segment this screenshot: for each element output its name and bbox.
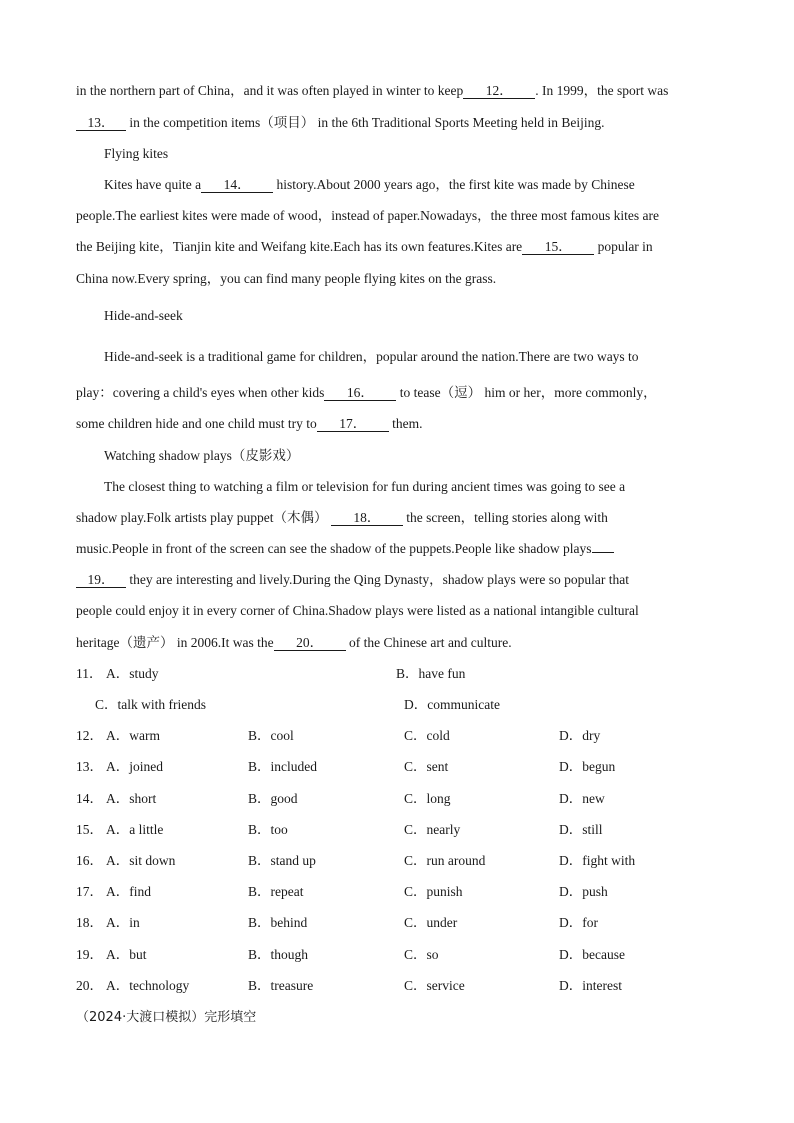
option-c[interactable]: C．punish [404, 884, 463, 899]
passage-line [76, 509, 726, 527]
question-row [76, 852, 726, 870]
question-11-row-2 [76, 696, 726, 714]
passage-line [76, 634, 726, 652]
answer-blank-17[interactable]: 17． [317, 416, 389, 432]
option-a[interactable]: A．find [106, 884, 151, 899]
passage-line: China now.Every spring，you can find many people flying kites on the grass. [76, 271, 497, 286]
passage-text: to tease（逗） him or her，more commonly， [399, 385, 657, 400]
passage-text: in the competition items（项目） in the 6th Traditional Sports Meeting held in Beijing. [129, 115, 605, 130]
answer-blank-19[interactable]: 19． [76, 572, 126, 588]
option-b[interactable]: B．stand up [248, 853, 316, 868]
option-c[interactable]: C．under [404, 915, 458, 930]
question-row [76, 821, 726, 839]
option-a[interactable]: A．warm [106, 728, 160, 743]
section-heading-shadow-plays: Watching shadow plays（皮影戏） [104, 448, 300, 463]
question-number: 19． [76, 947, 103, 962]
option-c[interactable]: C．talk with friends [95, 697, 206, 712]
passage-text: shadow play.Folk artists play puppet（木偶） [76, 510, 328, 525]
answer-blank-20[interactable]: 20． [274, 635, 346, 651]
passage-text: popular in [597, 239, 653, 254]
option-b[interactable]: B．though [248, 947, 309, 962]
answer-blank-18[interactable]: 18． [331, 510, 403, 526]
passage-text: heritage（遗产） in 2006.It was the [76, 635, 274, 650]
option-c[interactable]: C．long [404, 791, 451, 806]
option-d[interactable]: D．dry [559, 728, 601, 743]
option-d[interactable]: D．communicate [404, 697, 500, 712]
option-a[interactable]: A．technology [106, 978, 190, 993]
passage-text: . In 1999，the sport was [535, 83, 669, 98]
option-b[interactable]: B．repeat [248, 884, 304, 899]
question-number: 18． [76, 915, 103, 930]
answer-blank-14[interactable]: 14． [201, 177, 273, 193]
option-b[interactable]: B．good [248, 791, 298, 806]
passage-line [76, 114, 726, 132]
question-number: 11． [76, 666, 103, 681]
option-a[interactable]: A．joined [106, 759, 163, 774]
section-source-label: （2024·大渡口模拟）完形填空 [76, 1010, 257, 1025]
question-number: 20． [76, 978, 103, 993]
option-c[interactable]: C．sent [404, 759, 449, 774]
passage-text: they are interesting and lively.During the Qing Dynasty，shadow plays were so popular that [129, 572, 630, 587]
passage-line: people.The earliest kites were made of wood，instead of paper.Nowadays，the three most famous kites are [76, 208, 659, 223]
passage-text: in the northern part of China，and it was often played in winter to keep [76, 83, 464, 98]
passage-text: the screen，telling stories along with [406, 510, 608, 525]
passage-text: them. [392, 416, 423, 431]
answer-blank-12[interactable]: 12． [463, 83, 535, 99]
question-row [76, 914, 726, 932]
question-number: 15． [76, 822, 103, 837]
section-heading-hide-and-seek: Hide-and-seek [104, 308, 183, 323]
option-b[interactable]: B．too [248, 822, 288, 837]
question-number: 16． [76, 853, 103, 868]
passage-line: Hide-and-seek is a traditional game for children，popular around the nation.There are two ways to [104, 349, 639, 364]
question-row [76, 790, 726, 808]
option-d[interactable]: D．for [559, 915, 598, 930]
passage-text: history.About 2000 years ago，the first kite was made by Chinese [276, 177, 635, 192]
question-11 [76, 665, 726, 683]
passage-line [104, 176, 754, 194]
option-c[interactable]: C．cold [404, 728, 450, 743]
passage-line [76, 82, 726, 100]
option-a[interactable]: A．sit down [106, 853, 176, 868]
passage-text: music.People in front of the screen can see the shadow of the puppets.People like shadow plays [76, 541, 592, 556]
option-c[interactable]: C．so [404, 947, 439, 962]
question-row [76, 727, 726, 745]
passage-line: people could enjoy it in every corner of China.Shadow plays were listed as a national intangible cultural [76, 603, 639, 618]
option-b[interactable]: B．behind [248, 915, 308, 930]
question-number: 13． [76, 759, 103, 774]
passage-text: some children hide and one child must try to [76, 416, 317, 431]
option-b[interactable]: B．included [248, 759, 317, 774]
answer-blank-15[interactable]: 15． [522, 239, 594, 255]
option-b[interactable]: B．cool [248, 728, 294, 743]
question-number: 14． [76, 791, 103, 806]
option-d[interactable]: D．begun [559, 759, 616, 774]
answer-blank-19-start[interactable] [592, 552, 614, 553]
question-number: 17． [76, 884, 103, 899]
question-row [76, 946, 726, 964]
question-row [76, 883, 726, 901]
option-d[interactable]: D．fight with [559, 853, 636, 868]
option-c[interactable]: C．run around [404, 853, 486, 868]
option-a[interactable]: A．but [106, 947, 147, 962]
section-heading-kites: Flying kites [104, 146, 169, 161]
option-d[interactable]: D．because [559, 947, 625, 962]
question-row [76, 977, 726, 995]
passage-text: of the Chinese art and culture. [348, 635, 512, 650]
option-d[interactable]: D．push [559, 884, 608, 899]
answer-blank-13[interactable]: 13． [76, 115, 126, 131]
question-number: 12． [76, 728, 103, 743]
option-c[interactable]: C．service [404, 978, 465, 993]
option-a[interactable]: A．short [106, 791, 157, 806]
passage-line [76, 238, 726, 256]
option-a[interactable]: A．study [106, 666, 159, 681]
passage-line [76, 415, 726, 433]
option-b[interactable]: B．have fun [396, 666, 466, 681]
passage-text: Kites have quite a [104, 177, 202, 192]
passage-line: The closest thing to watching a film or television for fun during ancient times was going to see a [104, 479, 626, 494]
option-b[interactable]: B．treasure [248, 978, 314, 993]
option-a[interactable]: A．in [106, 915, 140, 930]
passage-line [76, 571, 726, 589]
option-d[interactable]: D．new [559, 791, 605, 806]
question-row [76, 758, 726, 776]
option-c[interactable]: C．nearly [404, 822, 461, 837]
passage-line [76, 384, 726, 402]
option-d[interactable]: D．interest [559, 978, 622, 993]
passage-text: the Beijing kite，Tianjin kite and Weifang kite.Each has its own features.Kites are [76, 239, 523, 254]
passage-line [76, 540, 726, 558]
answer-blank-16[interactable]: 16． [324, 385, 396, 401]
passage-text: play：covering a child's eyes when other kids [76, 385, 325, 400]
option-a[interactable]: A．a little [106, 822, 164, 837]
option-d[interactable]: D．still [559, 822, 603, 837]
